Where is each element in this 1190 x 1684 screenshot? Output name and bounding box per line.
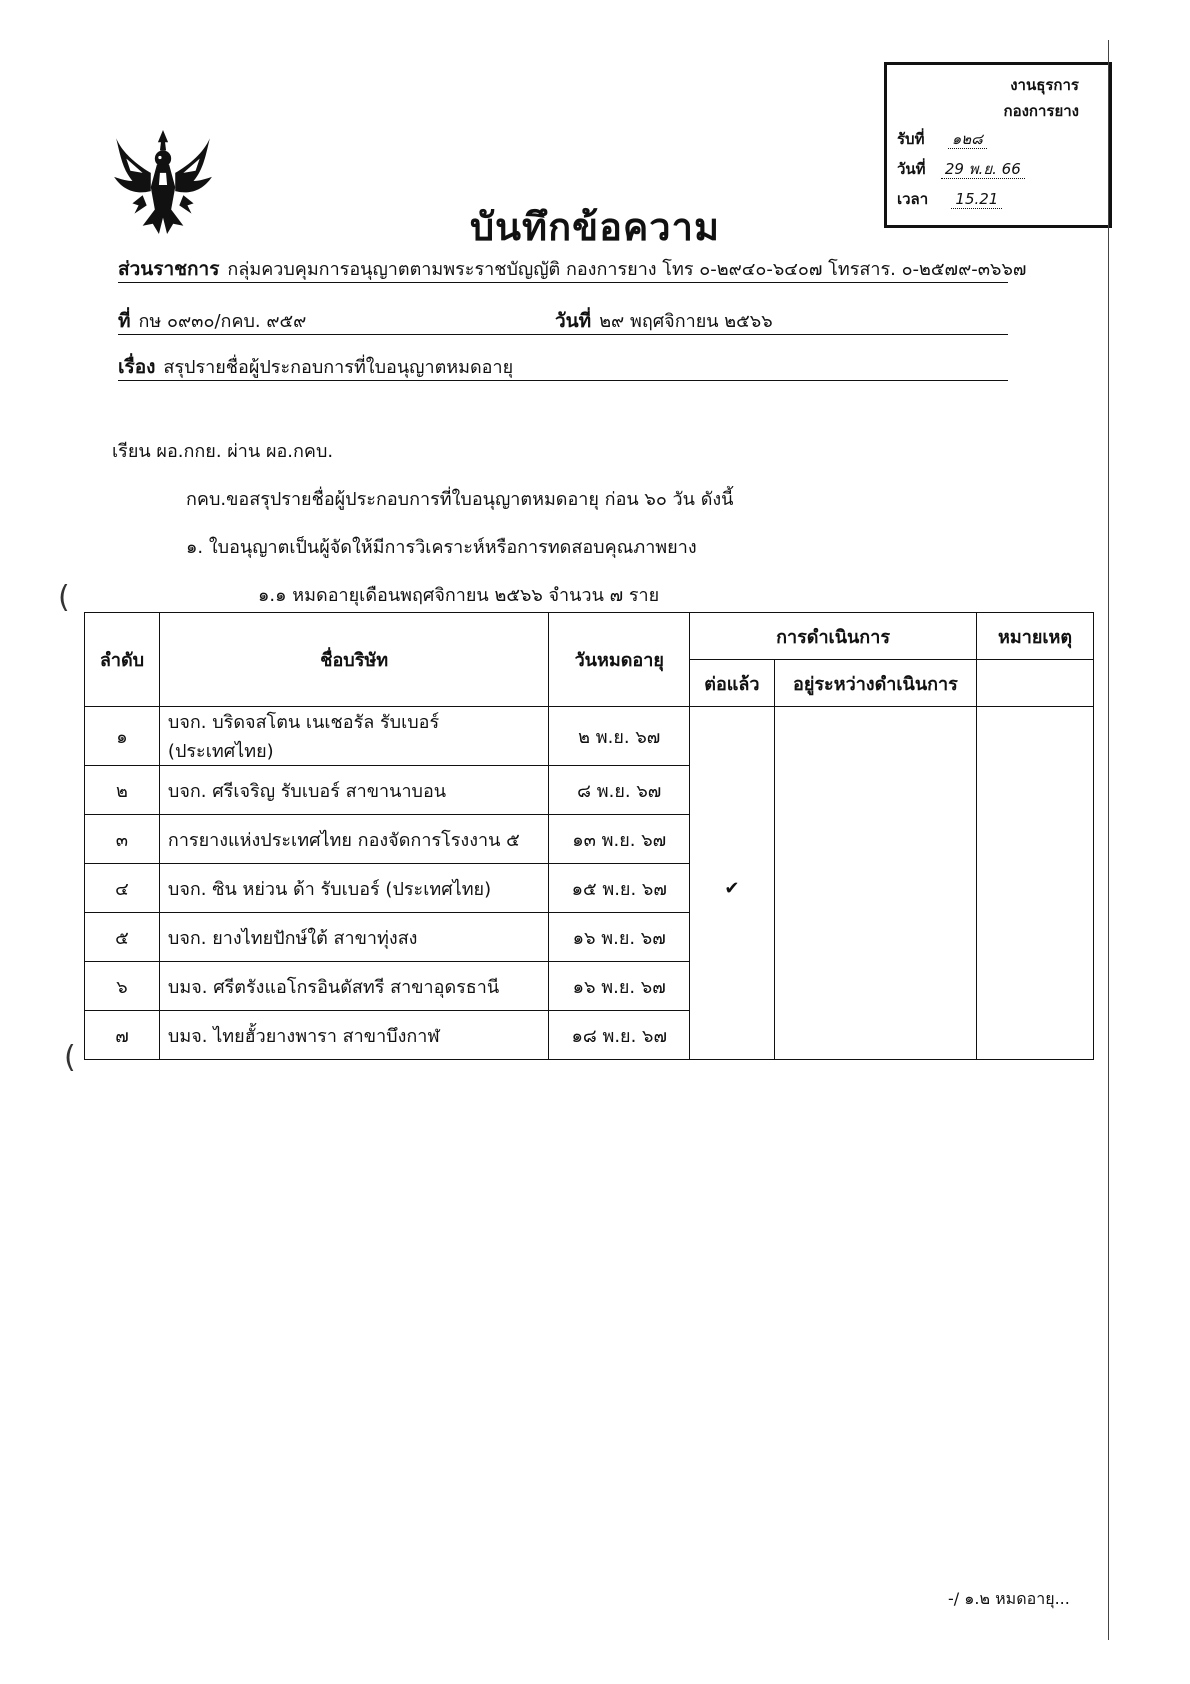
header-company: ชื่อบริษัท <box>159 613 549 707</box>
header-seq: ลำดับ <box>85 613 160 707</box>
header-remark: หมายเหตุ <box>977 613 1094 660</box>
date-label: วันที่ <box>555 310 592 332</box>
row-remark <box>977 815 1094 864</box>
row-seq: ๓ <box>85 815 160 864</box>
table-row <box>85 815 1094 864</box>
section-1-heading: ๑. ใบอนุญาตเป็นผู้จัดให้มีการวิเคราะห์หรือการทดสอบคุณภาพยาง <box>186 537 697 558</box>
document-title: บันทึกข้อความ <box>469 205 721 249</box>
row-renewed-check <box>689 864 774 913</box>
row-seq: ๑ <box>85 707 160 766</box>
header-remark-blank <box>977 660 1094 707</box>
row-renewed <box>689 962 774 1011</box>
header-action: การดำเนินการ <box>689 613 976 660</box>
stamp-time-label: เวลา <box>897 190 929 208</box>
row-in-progress <box>774 864 976 913</box>
row-expiry: ๑๘ พ.ย. ๖๗ <box>549 1011 690 1060</box>
row-renewed <box>689 1011 774 1060</box>
row-company: บจก. ศรีเจริญ รับเบอร์ สาขานาบอน <box>159 766 549 815</box>
page-margin-line <box>1108 40 1109 1640</box>
row-seq: ๕ <box>85 913 160 962</box>
table-row <box>85 1011 1094 1060</box>
row-seq: ๗ <box>85 1011 160 1060</box>
row-expiry: ๑๓ พ.ย. ๖๗ <box>549 815 690 864</box>
row-in-progress <box>774 913 976 962</box>
subject-value: สรุปรายชื่อผู้ประกอบการที่ใบอนุญาตหมดอายุ <box>163 357 514 378</box>
subject-line <box>118 352 513 382</box>
row-seq: ๔ <box>85 864 160 913</box>
row-renewed <box>689 913 774 962</box>
department-line <box>118 254 1026 284</box>
stamp-line1: งานธุรการ <box>1010 76 1079 94</box>
row-in-progress <box>774 815 976 864</box>
row-renewed <box>689 707 774 766</box>
table-row <box>85 707 1094 766</box>
department-value: กลุ่มควบคุมการอนุญาตตามพระราชบัญญัติ กองการยาง โทร ๐-๒๙๔๐-๖๔๐๗ โทรสาร. ๐-๒๕๗๙-๓๖๖๗ <box>227 259 1027 280</box>
stamp-date: 29 พ.ย. 66 <box>941 160 1025 179</box>
table-row <box>85 913 1094 962</box>
row-company: บจก. ยางไทยปักษ์ใต้ สาขาทุ่งสง <box>159 913 549 962</box>
subject-underline <box>118 380 1008 381</box>
row-company: บมจ. ศรีตรังแอโกรอินดัสทรี สาขาอุดรธานี <box>159 962 549 1011</box>
reference-label: ที่ <box>118 310 131 332</box>
date-line <box>555 306 773 336</box>
row-company: บจก. บริดจสโตน เนเชอรัล รับเบอร์ (ประเทศไทย) <box>159 707 549 766</box>
margin-bracket-top: ( <box>58 580 70 615</box>
row-expiry: ๑๕ พ.ย. ๖๗ <box>549 864 690 913</box>
reference-underline <box>118 334 1008 335</box>
reference-value: กษ ๐๙๓๐/กคบ. ๙๕๙ <box>138 311 307 332</box>
row-in-progress <box>774 962 976 1011</box>
row-remark <box>977 1011 1094 1060</box>
row-company: การยางแห่งประเทศไทย กองจัดการโรงงาน ๕ <box>159 815 549 864</box>
intro-paragraph: กคบ.ขอสรุปรายชื่อผู้ประกอบการที่ใบอนุญาตหมดอายุ ก่อน ๖๐ วัน ดังนี้ <box>186 489 734 510</box>
receipt-stamp <box>884 62 1112 228</box>
row-in-progress <box>774 1011 976 1060</box>
salutation: เรียน ผอ.กกย. ผ่าน ผอ.กคบ. <box>112 441 334 462</box>
row-remark <box>977 913 1094 962</box>
row-expiry: ๒ พ.ย. ๖๗ <box>549 707 690 766</box>
stamp-date-label: วันที่ <box>897 160 926 178</box>
subsection-1-1-heading: ๑.๑ หมดอายุเดือนพฤศจิกายน ๒๕๖๖ จำนวน ๗ ราย <box>258 585 660 606</box>
department-label: ส่วนราชการ <box>118 258 220 280</box>
header-in-progress: อยู่ระหว่างดำเนินการ <box>774 660 976 707</box>
row-in-progress <box>774 766 976 815</box>
table-row <box>85 864 1094 913</box>
stamp-time: 15.21 <box>951 190 1002 209</box>
row-remark <box>977 707 1094 766</box>
table-row <box>85 766 1094 815</box>
date-value: ๒๙ พฤศจิกายน ๒๕๖๖ <box>599 311 773 332</box>
continuation-note: -/ ๑.๒ หมดอายุ... <box>948 1589 1070 1608</box>
row-company: บจก. ซิน หย่วน ด้า รับเบอร์ (ประเทศไทย) <box>159 864 549 913</box>
header-expiry: วันหมดอายุ <box>549 613 690 707</box>
reference-line <box>118 306 306 336</box>
stamp-receipt-number: ๑๒๘ <box>948 130 987 149</box>
row-expiry: ๑๖ พ.ย. ๖๗ <box>549 913 690 962</box>
header-renewed: ต่อแล้ว <box>689 660 774 707</box>
checkmark-icon: ✔ <box>724 877 740 899</box>
expired-license-table <box>84 612 1094 1060</box>
row-remark <box>977 962 1094 1011</box>
subject-label: เรื่อง <box>118 356 156 378</box>
row-expiry: ๑๖ พ.ย. ๖๗ <box>549 962 690 1011</box>
row-renewed <box>689 815 774 864</box>
row-seq: ๖ <box>85 962 160 1011</box>
row-company: บมจ. ไทยฮั้วยางพารา สาขาบึงกาฬ <box>159 1011 549 1060</box>
row-in-progress <box>774 707 976 766</box>
row-expiry: ๘ พ.ย. ๖๗ <box>549 766 690 815</box>
table-row <box>85 962 1094 1011</box>
margin-bracket-bottom: ( <box>64 1040 76 1075</box>
stamp-line2: กองการยาง <box>1003 102 1079 120</box>
row-renewed <box>689 766 774 815</box>
department-underline <box>118 282 1008 283</box>
row-remark <box>977 864 1094 913</box>
row-seq: ๒ <box>85 766 160 815</box>
stamp-receipt-label: รับที่ <box>897 130 925 148</box>
row-remark <box>977 766 1094 815</box>
